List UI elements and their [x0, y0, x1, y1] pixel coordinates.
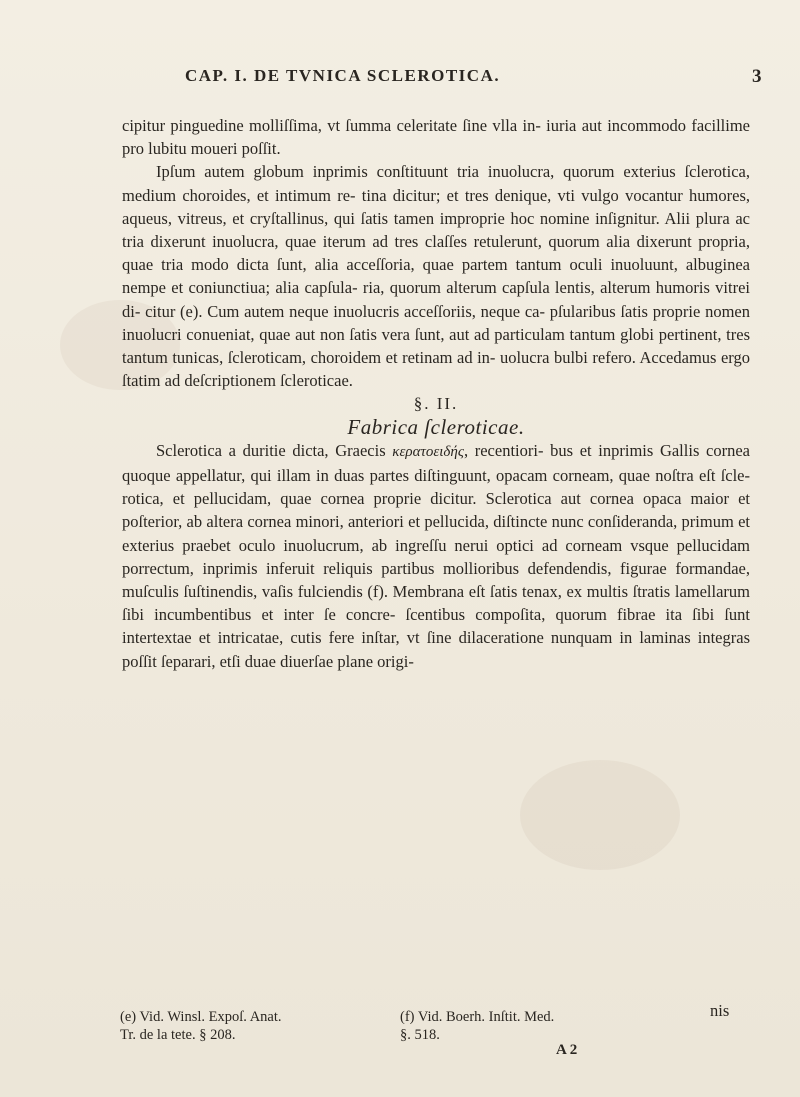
- footnote-e-cont: Tr. de la tete. § 208.: [120, 1027, 236, 1043]
- greek-term: κερατοειδής: [392, 443, 464, 460]
- section-title: Fabrica ſcleroticae.: [347, 414, 525, 439]
- footnote-f: (f) Vid. Boerh. Inſtit. Med.: [400, 1009, 555, 1025]
- page-number: 3: [752, 66, 762, 87]
- paragraph-text: Sclerotica a duritie dicta, Graecis: [156, 440, 393, 460]
- footnote-e: (e) Vid. Winsl. Expoſ. Anat.: [120, 1009, 282, 1025]
- main-text: [122, 114, 750, 673]
- paragraph-text: , recentiori- bus et inprimis Gallis cornea quoque appellatur, qui illam in duas partes diſtinguunt, opacam corneam, quae noſtra eſt ſcle- rotica, et pellucidam, quae cornea proprie dicitur. Sclerotica aut cornea opaca maior et poſterior, ab altera cornea minori, anteriori et pellucida, diſtincte nunc conſideranda, primum et exterius praebet oculo inuolucrum, ab ingreſſu nerui optici ad corneam vsque pellucidam porrectum, inprimis inferuit reliquis partibus mollioribus defendendis, figurae formandae, muſculis ſuſtinendis, vaſis fulciendis (f). Membrana eſt ſatis tenax, ex multis ſtratis lamellarum ſibi incumbentibus et inter ſe concre- ſcentibus compoſita, quorum fibrae ita ſibi ſunt intertextae et intricatae, cutis fere inſtar, vt ſine dilaceratione nunquam in laminas integras poſſit ſeparari, etſi duae diuerſae plane origi-: [122, 440, 750, 671]
- paper-stain: [520, 760, 680, 870]
- footnote-f-cont: §. 518.: [400, 1027, 440, 1043]
- page-header: [0, 66, 800, 96]
- running-head: CAP. I. DE TVNICA SCLEROTICA.: [185, 66, 501, 85]
- section-mark: §. II.: [413, 394, 459, 414]
- paragraph-sclerotica: [122, 439, 750, 673]
- catchword: nis: [710, 1001, 730, 1020]
- paragraph-continuation: cipitur pinguedine molliſſima, vt ſumma celeritate ſine vlla in- iuria aut incommodo facillime pro lubitu moueri poſſit.: [122, 116, 750, 159]
- paragraph-inuolucra: Ipſum autem globum inprimis conſtituunt tria inuolucra, quorum exterius ſclerotica, medium choroides, et intimum re- tina dicitur; et tres denique, vti vulgo vocantur humores, aqueus, vitreus, et cryſtallinus, qui ſatis tamen improprie hoc nomine inſignitur. Alii plura ac tria dixerunt inuolucra, quae iterum ad tres claſſes retulerunt, quorum alia dixerunt propria, quae tria modo dicta ſunt, alia acceſſoria, quae partem tantum oculi inuoluunt, albuginea nempe et coniunctiua; alia capſula- ria, quorum alterum capſula lentis, alterum humoris vitrei di- citur (e). Cum autem neque inuolucris acceſſoriis, neque ca- pſularibus ſatis proprie nomen inuolucri conueniat, quae aut non ſatis vera ſunt, aut ad particulam tantum globi pertinent, tres tantum tunicas, ſcleroticam, choroidem et retinam ad in- uolucra bulbi refero. Accedamus ergo ſtatim ad deſcriptionem ſcleroticae.: [122, 162, 750, 391]
- footnotes: [120, 1008, 750, 1044]
- signature-mark: A 2: [556, 1042, 578, 1058]
